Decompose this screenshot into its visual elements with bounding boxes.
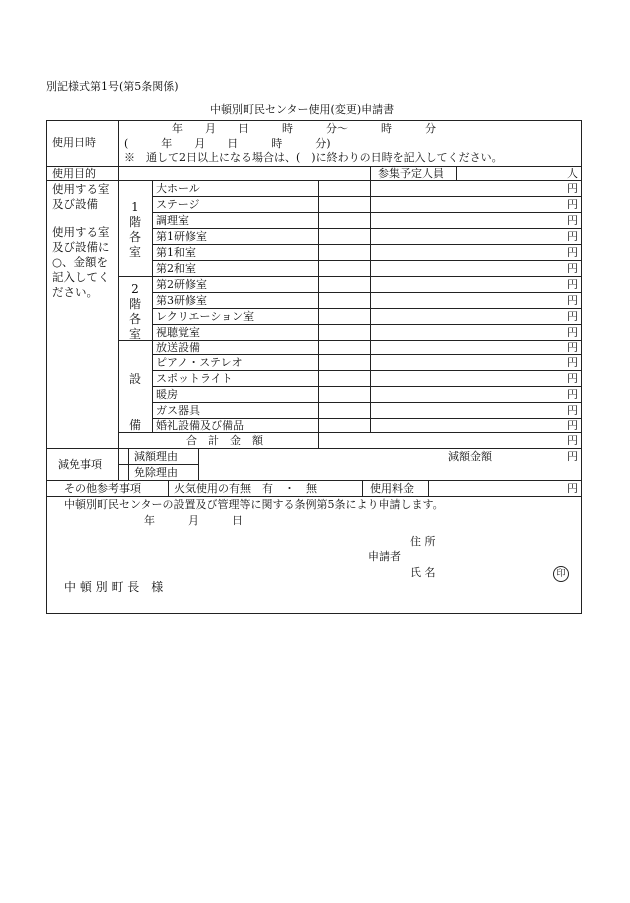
equipment-item-spotlight: スポットライト bbox=[156, 372, 233, 385]
fee-unit: 円 bbox=[567, 482, 578, 495]
seal-mark: 印 bbox=[553, 566, 569, 582]
usage-datetime-label: 使用日時 bbox=[52, 136, 96, 149]
room-item-kitchen: 調理室 bbox=[156, 214, 189, 227]
group-label-floor2 bbox=[128, 282, 142, 342]
equipment-item-heating: 暖房 bbox=[156, 388, 178, 401]
group-label-equipment bbox=[128, 356, 142, 448]
room-item-training-room-2: 第2研修室 bbox=[156, 278, 207, 291]
attendees-unit: 人 bbox=[567, 167, 578, 180]
yen-unit: 円 bbox=[567, 356, 578, 369]
yen-unit: 円 bbox=[567, 230, 578, 243]
reduction-amount-unit: 円 bbox=[567, 450, 578, 463]
yen-unit: 円 bbox=[567, 310, 578, 323]
total-unit: 円 bbox=[567, 434, 578, 447]
application-date: 年 月 日 bbox=[144, 514, 243, 527]
yen-unit: 円 bbox=[567, 182, 578, 195]
room-item-japanese-room-1: 第1和室 bbox=[156, 246, 196, 259]
usage-datetime-end-optional: ( 年 月 日 時 分) bbox=[124, 137, 331, 150]
usage-datetime-note: ※ 通して2日以上になる場合は、( )に終わりの日時を記入してください。 bbox=[124, 151, 503, 164]
group-label-floor1 bbox=[128, 200, 142, 260]
rooms-instruction-line: ○、金額を bbox=[52, 255, 109, 269]
room-item-stage: ステージ bbox=[156, 198, 200, 211]
rooms-instruction-line: ださい。 bbox=[52, 285, 98, 299]
room-item-recreation-room: レクリエーション室 bbox=[156, 310, 255, 323]
reduction-label: 減免事項 bbox=[58, 458, 102, 471]
room-item-training-room-1: 第1研修室 bbox=[156, 230, 207, 243]
equipment-item-piano-stereo: ピアノ・ステレオ bbox=[156, 356, 243, 369]
room-item-japanese-room-2: 第2和室 bbox=[156, 262, 196, 275]
rooms-instruction-line: 記入してく bbox=[52, 270, 110, 284]
room-item-training-room-3: 第3研修室 bbox=[156, 294, 207, 307]
yen-unit: 円 bbox=[567, 372, 578, 385]
attendees-label: 参集予定人員 bbox=[378, 167, 444, 180]
purpose-label: 使用目的 bbox=[52, 167, 96, 180]
equipment-item-gas: ガス器具 bbox=[156, 404, 200, 417]
rooms-label-line2: 及び設備 bbox=[52, 197, 98, 211]
form-reference: 別記様式第1号(第5条関係) bbox=[46, 80, 179, 93]
total-label: 合 計 金 額 bbox=[186, 434, 263, 447]
equipment-item-broadcast: 放送設備 bbox=[156, 341, 200, 354]
other-notes-label: その他参考事項 bbox=[64, 482, 141, 495]
rooms-instruction-line: 使用する室 bbox=[52, 225, 110, 239]
group-label-floor2-text: 2階各室 bbox=[128, 282, 141, 341]
exemption-reason-label: 免除理由 bbox=[134, 466, 178, 479]
room-item-large-hall: 大ホール bbox=[156, 182, 200, 195]
yen-unit: 円 bbox=[567, 294, 578, 307]
reduction-reason-label: 減額理由 bbox=[134, 450, 178, 463]
room-item-av-room: 視聴覚室 bbox=[156, 326, 200, 339]
reduction-amount-label: 減額金額 bbox=[448, 450, 492, 463]
rooms-instruction-line: 及び設備に bbox=[52, 240, 110, 254]
rooms-label-line1: 使用する室 bbox=[52, 182, 110, 196]
yen-unit: 円 bbox=[567, 419, 578, 432]
yen-unit: 円 bbox=[567, 326, 578, 339]
yen-unit: 円 bbox=[567, 404, 578, 417]
group-label-floor1-text: 1階各室 bbox=[128, 200, 141, 259]
usage-datetime-start-end: 年 月 日 時 分～ 時 分 bbox=[172, 122, 436, 135]
application-form-table bbox=[46, 120, 582, 614]
equipment-item-wedding: 婚礼設備及び備品 bbox=[156, 419, 244, 432]
fee-label: 使用料金 bbox=[370, 482, 414, 495]
applicant-label: 申請者 bbox=[368, 550, 401, 563]
fire-use-field: 火気使用の有無 有 ・ 無 bbox=[174, 482, 317, 495]
addressee: 中 頓 別 町 長 様 bbox=[64, 580, 164, 594]
yen-unit: 円 bbox=[567, 262, 578, 275]
address-label: 住 所 bbox=[410, 535, 436, 548]
form-title: 中頓別町民センター使用(変更)申請書 bbox=[210, 103, 395, 116]
yen-unit: 円 bbox=[567, 198, 578, 211]
yen-unit: 円 bbox=[567, 214, 578, 227]
yen-unit: 円 bbox=[567, 388, 578, 401]
yen-unit: 円 bbox=[567, 246, 578, 259]
group-label-equipment-text: 設備 bbox=[128, 372, 141, 432]
yen-unit: 円 bbox=[567, 341, 578, 354]
name-label: 氏 名 bbox=[410, 566, 436, 579]
application-statement: 中頓別町民センターの設置及び管理等に関する条例第5条により申請します。 bbox=[64, 498, 444, 511]
yen-unit: 円 bbox=[567, 278, 578, 291]
